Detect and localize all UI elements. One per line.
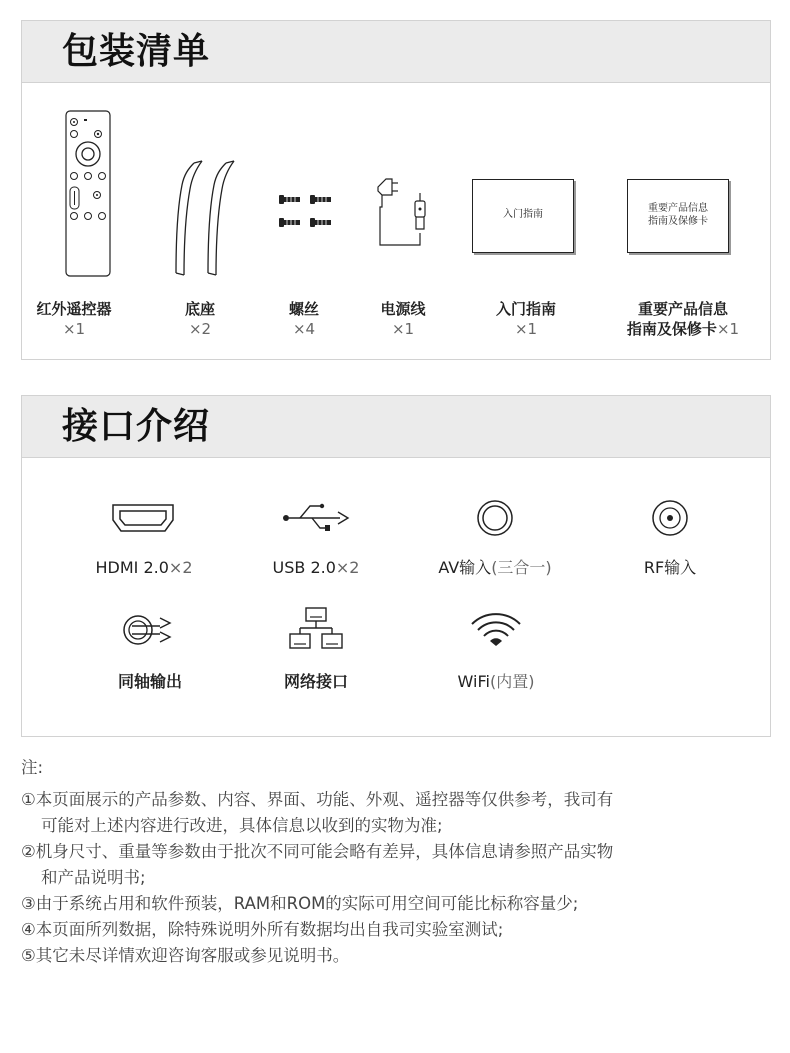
wifi-icon [468,608,524,648]
rf-input-icon [650,498,690,538]
quick-guide-label: 入门指南 ×1 [495,300,556,338]
usb-label: USB 2.0×2 [272,558,360,577]
rf-input-label: RF输入 [643,558,697,577]
power-cord-label: 电源线 ×1 [380,300,426,338]
notes-section [21,755,781,969]
quick-guide-booklet [472,179,574,253]
coaxial-output-label: 同轴输出 [117,672,182,691]
note-line-5: ⑤其它未尽详情欢迎咨询客服或参见说明书。 [21,946,350,965]
usb-icon [280,500,352,536]
screws-label: 螺丝 ×4 [288,300,319,338]
warranty-cover-text-1: 重要产品信息 [648,203,708,214]
package-list-title: 包装清单 [62,31,211,72]
remote-control-icon [64,109,114,279]
note-line-4: ④本页面所列数据，除特殊说明外所有数据均出自我司实验室测试; [21,920,504,939]
warranty-cover-text-2: 指南及保修卡 [648,216,708,227]
interfaces-panel [21,395,771,737]
note-line-2-cont: 和产品说明书; [41,868,146,887]
note-line-1: ①本页面展示的产品参数、内容、界面、功能、外观、遥控器等仅供参考，我司有 [21,790,614,809]
interfaces-title: 接口介绍 [62,406,211,447]
network-port-icon [288,606,344,652]
notes-header: 注: [21,758,44,777]
hdmi-icon [110,500,176,536]
package-list-header [22,21,770,83]
coaxial-output-icon [120,610,180,650]
quick-guide-cover-text: 入门指南 [503,209,543,220]
network-port-label: 网络接口 [283,672,348,691]
interfaces-header [22,396,770,458]
stand-label: 底座 ×2 [184,300,215,338]
av-input-icon [475,498,515,538]
hdmi-label: HDMI 2.0×2 [95,558,193,577]
power-cord-icon [372,173,434,253]
screws-icon [277,191,339,231]
av-input-label: AV输入(三合一) [438,558,552,577]
note-line-1-cont: 可能对上述内容进行改进，具体信息以收到的实物为准; [41,816,443,835]
stand-icon [160,155,240,281]
remote-control-label: 红外遥控器 ×1 [36,300,112,338]
wifi-label: WiFi(内置) [457,672,535,691]
package-list-panel [21,20,771,360]
warranty-booklet [627,179,729,253]
warranty-label: 重要产品信息 指南及保修卡×1 [626,300,740,338]
note-line-2: ②机身尺寸、重量等参数由于批次不同可能会略有差异，具体信息请参照产品实物 [21,842,614,861]
note-line-3: ③由于系统占用和软件预装，RAM和ROM的实际可用空间可能比标称容量少; [21,894,579,913]
